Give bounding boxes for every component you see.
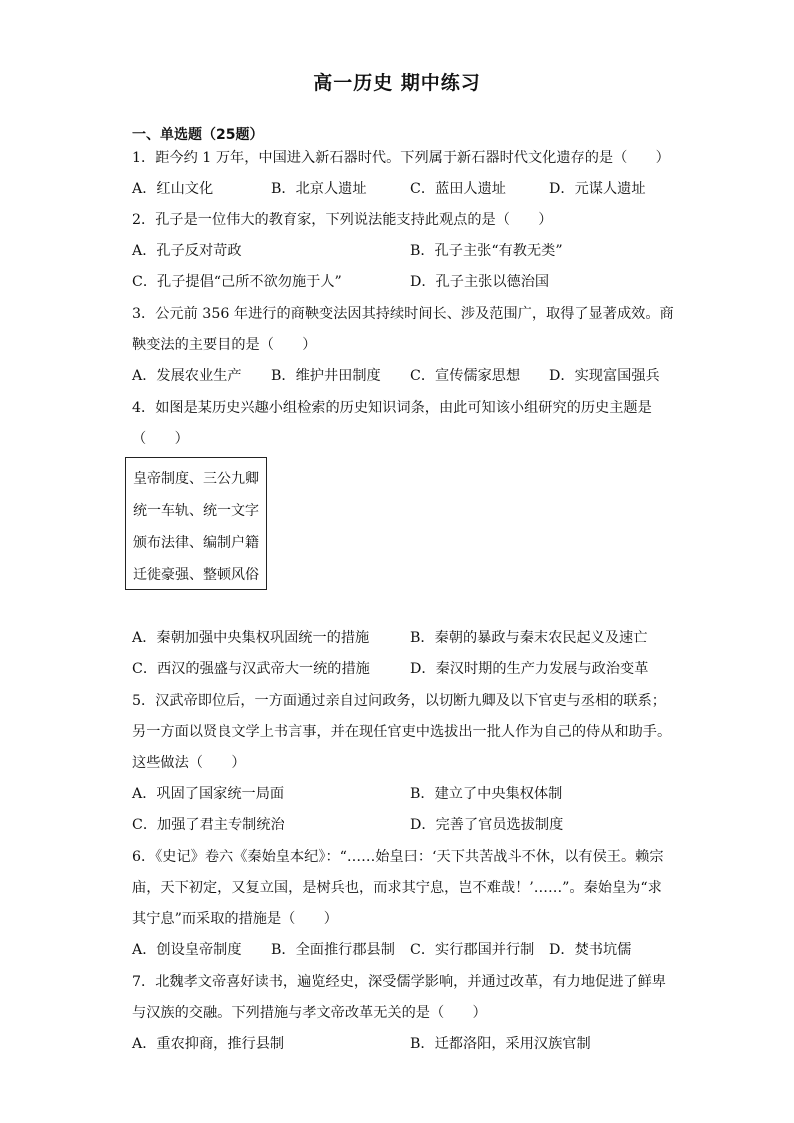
option-b: B．建立了中央集权体制	[410, 786, 563, 802]
option-c: C．蓝田人遗址	[410, 181, 506, 197]
question-stem: 2．孔子是一位伟大的教育家，下列说法能支持此观点的是（ ）	[132, 212, 553, 228]
question-stem-line: 另一方面以贤良文学上书言事，并在现任官吏中选拔出一批人作为自己的侍从和助手。	[132, 724, 672, 740]
option-c: C．宣传儒家思想	[410, 368, 521, 384]
question-stem-line: （ ）	[132, 431, 189, 447]
option-a: A．孔子反对苛政	[132, 243, 242, 259]
keyword-box	[125, 457, 267, 590]
question-stem-line: 这些做法（ ）	[132, 755, 246, 771]
question-stem-line: 5．汉武帝即位后，一方面通过亲自过问政务，以切断九卿及以下官吏与丞相的联系；	[132, 693, 666, 709]
keyword-line: 统一车轨、统一文字	[133, 503, 259, 519]
option-d: D．孔子主张以德治国	[410, 274, 550, 290]
option-a: A．发展农业生产	[132, 368, 242, 384]
option-b: B．全面推行郡县制	[271, 942, 395, 958]
option-b: B．孔子主张“有教无类”	[410, 243, 563, 259]
option-c: C．孔子提倡“己所不欲勿施于人”	[132, 274, 342, 290]
page-title: 高一历史 期中练习	[313, 72, 481, 94]
keyword-line: 皇帝制度、三公九卿	[133, 471, 259, 487]
option-b: B．迁都洛阳，采用汉族官制	[410, 1036, 591, 1052]
option-d: D．元谋人遗址	[549, 181, 646, 197]
option-a: A．秦朝加强中央集权巩固统一的措施	[132, 630, 370, 646]
keyword-line: 迁徙豪强、整顿风俗	[133, 567, 259, 583]
question-stem-line: 庙，天下初定，又复立国，是树兵也，而求其宁息，岂不难哉！’……”。秦始皇为“求	[132, 880, 662, 896]
option-a: A．重农抑商，推行县制	[132, 1036, 285, 1052]
question-stem-line: 4．如图是某历史兴趣小组检索的历史知识词条，由此可知该小组研究的历史主题是	[132, 400, 652, 416]
question-stem-line: 6．《史记》卷六《秦始皇本纪》：“……始皇曰：‘天下共苦战斗不休，以有侯王。赖宗	[132, 849, 664, 865]
question-stem-line: 7．北魏孝文帝喜好读书，遍览经史，深受儒学影响，并通过改革，有力地促进了鲜卑	[132, 974, 666, 990]
option-d: D．焚书坑儒	[549, 942, 632, 958]
option-a: A．红山文化	[132, 181, 214, 197]
option-a: A．创设皇帝制度	[132, 942, 242, 958]
keyword-line: 颁布法律、编制户籍	[133, 535, 259, 551]
question-stem-line: 3．公元前 356 年进行的商鞅变法因其持续时间长、涉及范围广，取得了显著成效。商	[132, 306, 674, 322]
option-c: C．西汉的强盛与汉武帝大一统的措施	[132, 661, 370, 677]
option-d: D．实现富国强兵	[549, 368, 660, 384]
question-stem-line: 鞅变法的主要目的是（ ）	[132, 337, 317, 353]
option-b: B．北京人遗址	[271, 181, 367, 197]
option-c: C．实行郡国并行制	[410, 942, 535, 958]
option-b: B．秦朝的暴政与秦末农民起义及速亡	[410, 630, 648, 646]
question-stem-line: 其宁息”而采取的措施是（ ）	[132, 911, 338, 927]
question-stem: 1．距今约 1 万年，中国进入新石器时代。下列属于新石器时代文化遗存的是（ ）	[132, 150, 670, 166]
option-d: D．秦汉时期的生产力发展与政治变革	[410, 661, 649, 677]
option-b: B．维护井田制度	[271, 368, 381, 384]
question-stem-line: 与汉族的交融。下列措施与孝文帝改革无关的是（ ）	[132, 1005, 487, 1021]
option-d: D．完善了官员选拔制度	[410, 817, 564, 833]
option-c: C．加强了君主专制统治	[132, 817, 285, 833]
option-a: A．巩固了国家统一局面	[132, 786, 285, 802]
section-heading: 一、单选题（25题）	[132, 127, 264, 143]
